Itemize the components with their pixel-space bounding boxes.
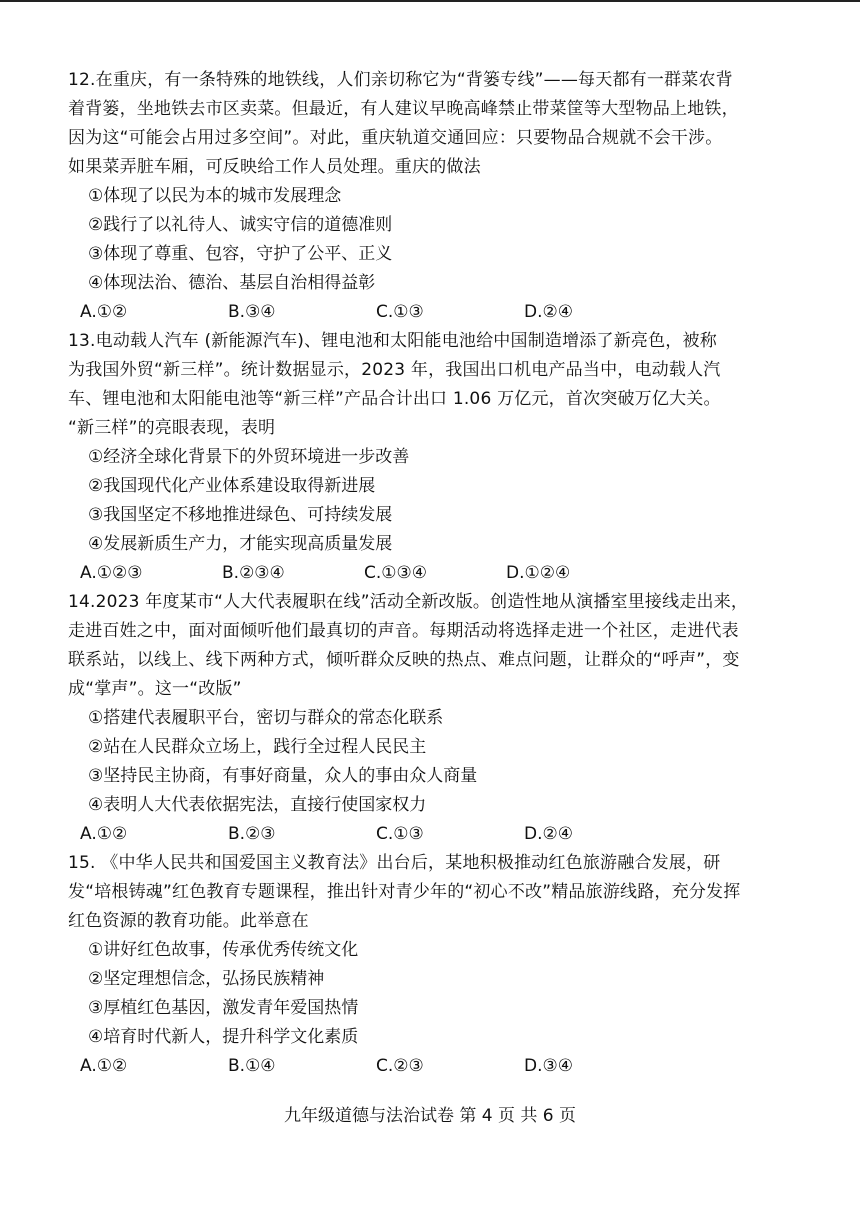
question-stem-line: 联系站，以线上、线下两种方式，倾听群众反映的热点、难点问题，让群众的“呼声”，变	[68, 650, 740, 670]
choice-c: C.①③	[376, 824, 424, 844]
question-stem-line: 因为这“可能会占用过多空间”。对此，重庆轨道交通回应：只要物品合规就不会干涉。	[68, 128, 723, 148]
statement-item: ④发展新质生产力，才能实现高质量发展	[88, 534, 393, 554]
choice-d: D.②④	[524, 302, 573, 322]
question-stem-line: 13.电动载人汽车 (新能源汽车)、锂电池和太阳能电池给中国制造增添了新亮色，被称	[68, 331, 717, 351]
statement-item: ③厚植红色基因，激发青年爱国热情	[88, 998, 359, 1018]
statement-item: ②站在人民群众立场上，践行全过程人民民主	[88, 737, 427, 757]
statement-item: ①搭建代表履职平台，密切与群众的常态化联系	[88, 708, 444, 728]
answer-choices	[68, 1052, 796, 1081]
choice-b: B.①④	[228, 1056, 276, 1076]
choice-c: C.②③	[376, 1056, 424, 1076]
question-stem-line: 12.在重庆，有一条特殊的地铁线，人们亲切称它为“背篓专线”——每天都有一群菜农背	[68, 70, 733, 90]
choice-a: A.①②	[80, 302, 128, 322]
statement-item: ③体现了尊重、包容，守护了公平、正义	[88, 244, 393, 264]
statement-item: ④培育时代新人，提升科学文化素质	[88, 1027, 359, 1047]
question-stem-line: 如果菜弄脏车厢，可反映给工作人员处理。重庆的做法	[68, 157, 481, 177]
question-stem-line: 车、锂电池和太阳能电池等“新三样”产品合计出口 1.06 万亿元，首次突破万亿大关。	[68, 389, 721, 409]
choice-b: B.②③	[228, 824, 276, 844]
statement-item: ①经济全球化背景下的外贸环境进一步改善	[88, 447, 410, 467]
choice-d: D.①②④	[506, 563, 571, 583]
answer-choices	[68, 559, 796, 588]
page-footer: 九年级道德与法治试卷 第 4 页 共 6 页	[283, 1106, 577, 1126]
choice-a: A.①②	[80, 824, 128, 844]
question-stem-line: 15. 《中华人民共和国爱国主义教育法》出台后，某地积极推动红色旅游融合发展，研	[68, 853, 721, 873]
choice-b: B.②③④	[222, 563, 285, 583]
question-stem-line: 着背篓，坐地铁去市区卖菜。但最近，有人建议早晚高峰禁止带菜筐等大型物品上地铁，	[68, 99, 739, 119]
question-stem-line: 14.2023 年度某市“人大代表履职在线”活动全新改版。创造性地从演播室里接线走出来，	[68, 592, 749, 612]
statement-item: ②我国现代化产业体系建设取得新进展	[88, 476, 376, 496]
statement-item: ②践行了以礼待人、诚实守信的道德准则	[88, 215, 393, 235]
question-stem-line: 为我国外贸“新三样”。统计数据显示，2023 年，我国出口机电产品当中，电动载人汽	[68, 360, 721, 380]
choice-a: A.①②③	[80, 563, 143, 583]
choice-d: D.②④	[524, 824, 573, 844]
top-border-line	[0, 0, 860, 2]
statement-item: ③坚持民主协商，有事好商量，众人的事由众人商量	[88, 766, 478, 786]
question-15	[68, 849, 796, 1081]
statement-item: ②坚定理想信念，弘扬民族精神	[88, 969, 325, 989]
question-stem-line: 发“培根铸魂”红色教育专题课程，推出针对青少年的“初心不改”精品旅游线路，充分发挥	[68, 882, 741, 902]
question-stem-line: 走进百姓之中，面对面倾听他们最真切的声音。每期活动将选择走进一个社区，走进代表	[68, 621, 739, 641]
statement-item: ③我国坚定不移地推进绿色、可持续发展	[88, 505, 393, 525]
choice-c: C.①③④	[364, 563, 427, 583]
answer-choices	[68, 820, 796, 849]
choice-d: D.③④	[524, 1056, 573, 1076]
choice-b: B.③④	[228, 302, 276, 322]
statement-item: ①讲好红色故事，传承优秀传统文化	[88, 940, 359, 960]
question-12	[68, 66, 796, 327]
statement-item: ④表明人大代表依据宪法，直接行使国家权力	[88, 795, 427, 815]
question-stem-line: 成“掌声”。这一“改版”	[68, 679, 242, 699]
question-14	[68, 588, 796, 849]
statement-item: ①体现了以民为本的城市发展理念	[88, 186, 342, 206]
question-stem-line: 红色资源的教育功能。此举意在	[68, 911, 309, 931]
exam-page-content	[68, 66, 796, 1081]
question-13	[68, 327, 796, 588]
answer-choices	[68, 298, 796, 327]
question-stem-line: “新三样”的亮眼表现，表明	[68, 418, 276, 438]
statement-item: ④体现法治、德治、基层自治相得益彰	[88, 273, 376, 293]
choice-a: A.①②	[80, 1056, 128, 1076]
choice-c: C.①③	[376, 302, 424, 322]
